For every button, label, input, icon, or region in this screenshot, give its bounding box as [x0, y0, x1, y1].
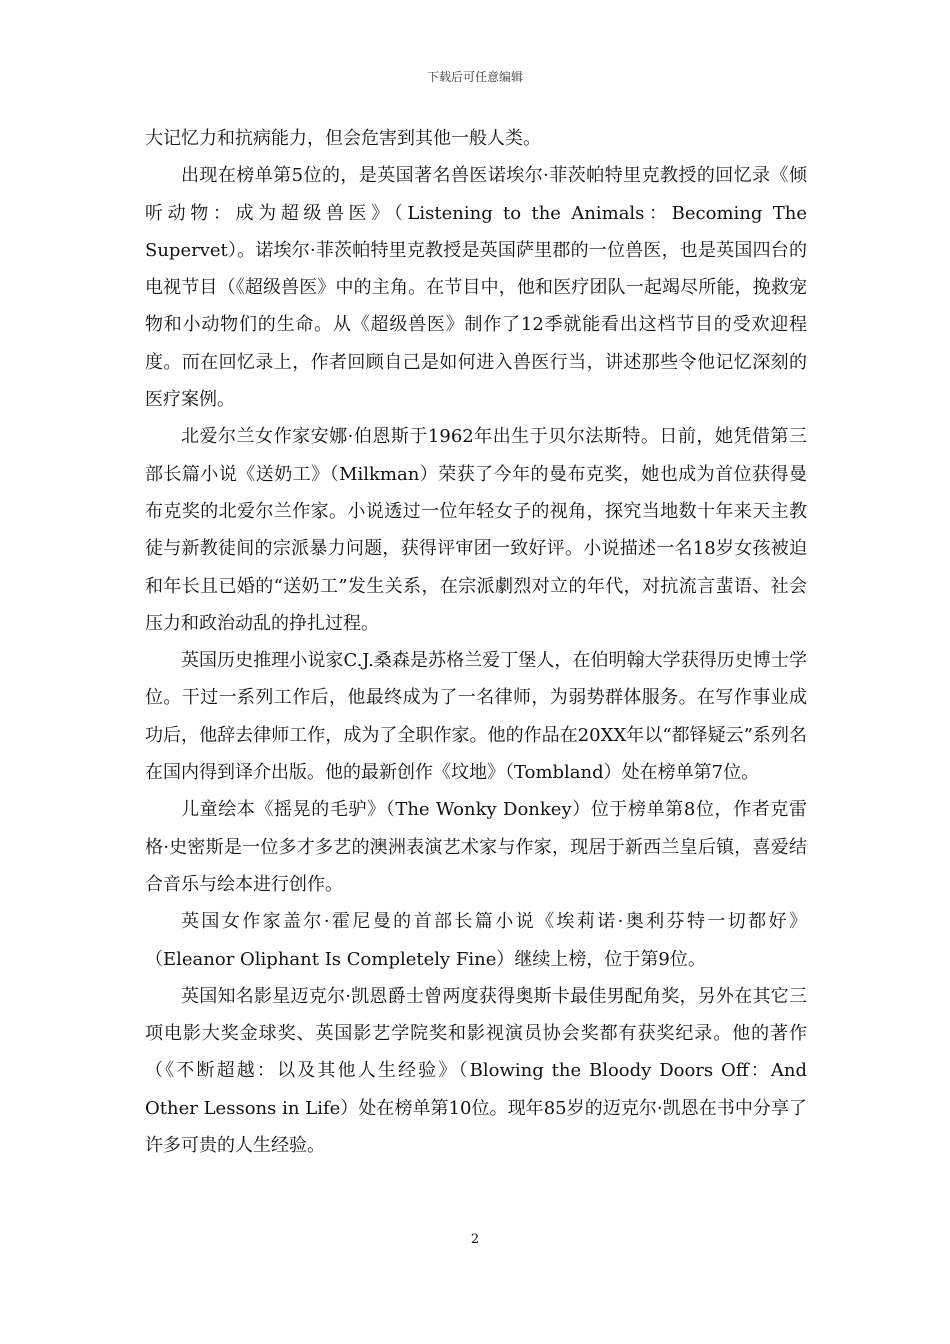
paragraph: 出现在榜单第5位的，是英国著名兽医诺埃尔·菲茨帕特里克教授的回忆录《倾听动物：成为超级兽医》（Listening to the Animals：Becoming The Supervet）。诺埃尔·菲茨帕特里克教授是英国萨里郡的一位兽医，也是英国四台的电视节目（《超级兽医》中的主角。在节目中，他和医疗团队一起竭尽所能，挽救宠物和小动物们的生命。从《超级兽医》制作了12季就能看出这档节目的受欢迎程度。而在回忆录上，作者回顾自己是如何进入兽医行当，讲述那些令他记忆深刻的医疗案例。 — [145, 165, 807, 411]
paragraph: 英国女作家盖尔·霍尼曼的首部长篇小说《埃莉诺·奥利芬特一切都好》（Eleanor Oliphant Is Completely Fine）继续上榜，位于第9位。 — [145, 911, 807, 970]
document-body — [145, 120, 807, 1164]
paragraph: 英国历史推理小说家C.J.桑森是苏格兰爱丁堡人，在伯明翰大学获得历史博士学位。干过一系列工作后，他最终成为了一名律师，为弱势群体服务。在写作事业成功后，他辞去律师工作，成为了全职作家。他的作品在20XX年以“都铎疑云”系列名在国内得到译介出版。他的最新创作《坟地》（Tombland）处在榜单第7位。 — [145, 650, 807, 784]
paragraph: 儿童绘本《摇晃的毛驴》（The Wonky Donkey）位于榜单第8位，作者克雷格·史密斯是一位多才多艺的澳洲表演艺术家与作家，现居于新西兰皇后镇，喜爱结合音乐与绘本进行创作。 — [145, 799, 807, 895]
paragraph: 英国知名影星迈克尔·凯恩爵士曾两度获得奥斯卡最佳男配角奖，另外在其它三项电影大奖金球奖、英国影艺学院奖和影视演员协会奖都有获奖纪录。他的著作（《不断超越：以及其他人生经验》（Blowing the Bloody Doors Off：And Other Lessons in Life）处在榜单第10位。现年85岁的迈克尔·凯恩在书中分享了许多可贵的人生经验。 — [145, 985, 807, 1157]
page-header: 下载后可任意编辑 — [426, 70, 523, 84]
paragraph: 大记忆力和抗病能力，但会危害到其他一般人类。 — [145, 128, 541, 149]
paragraph: 北爱尔兰女作家安娜·伯恩斯于1962年出生于贝尔法斯特。日前，她凭借第三部长篇小说《送奶工》（Milkman）荣获了今年的曼布克奖，她也成为首位获得曼布克奖的北爱尔兰作家。小说透过一位年轻女子的视角，探究当地数十年来天主教徒与新教徒间的宗派暴力问题，获得评审团一致好评。小说描述一名18岁女孩被迫和年长且已婚的“送奶工”发生关系，在宗派劇烈对立的年代，对抗流言蜚语、社会压力和政治动乱的挣扎过程。 — [145, 426, 807, 634]
page-number: 2 — [470, 1232, 480, 1247]
